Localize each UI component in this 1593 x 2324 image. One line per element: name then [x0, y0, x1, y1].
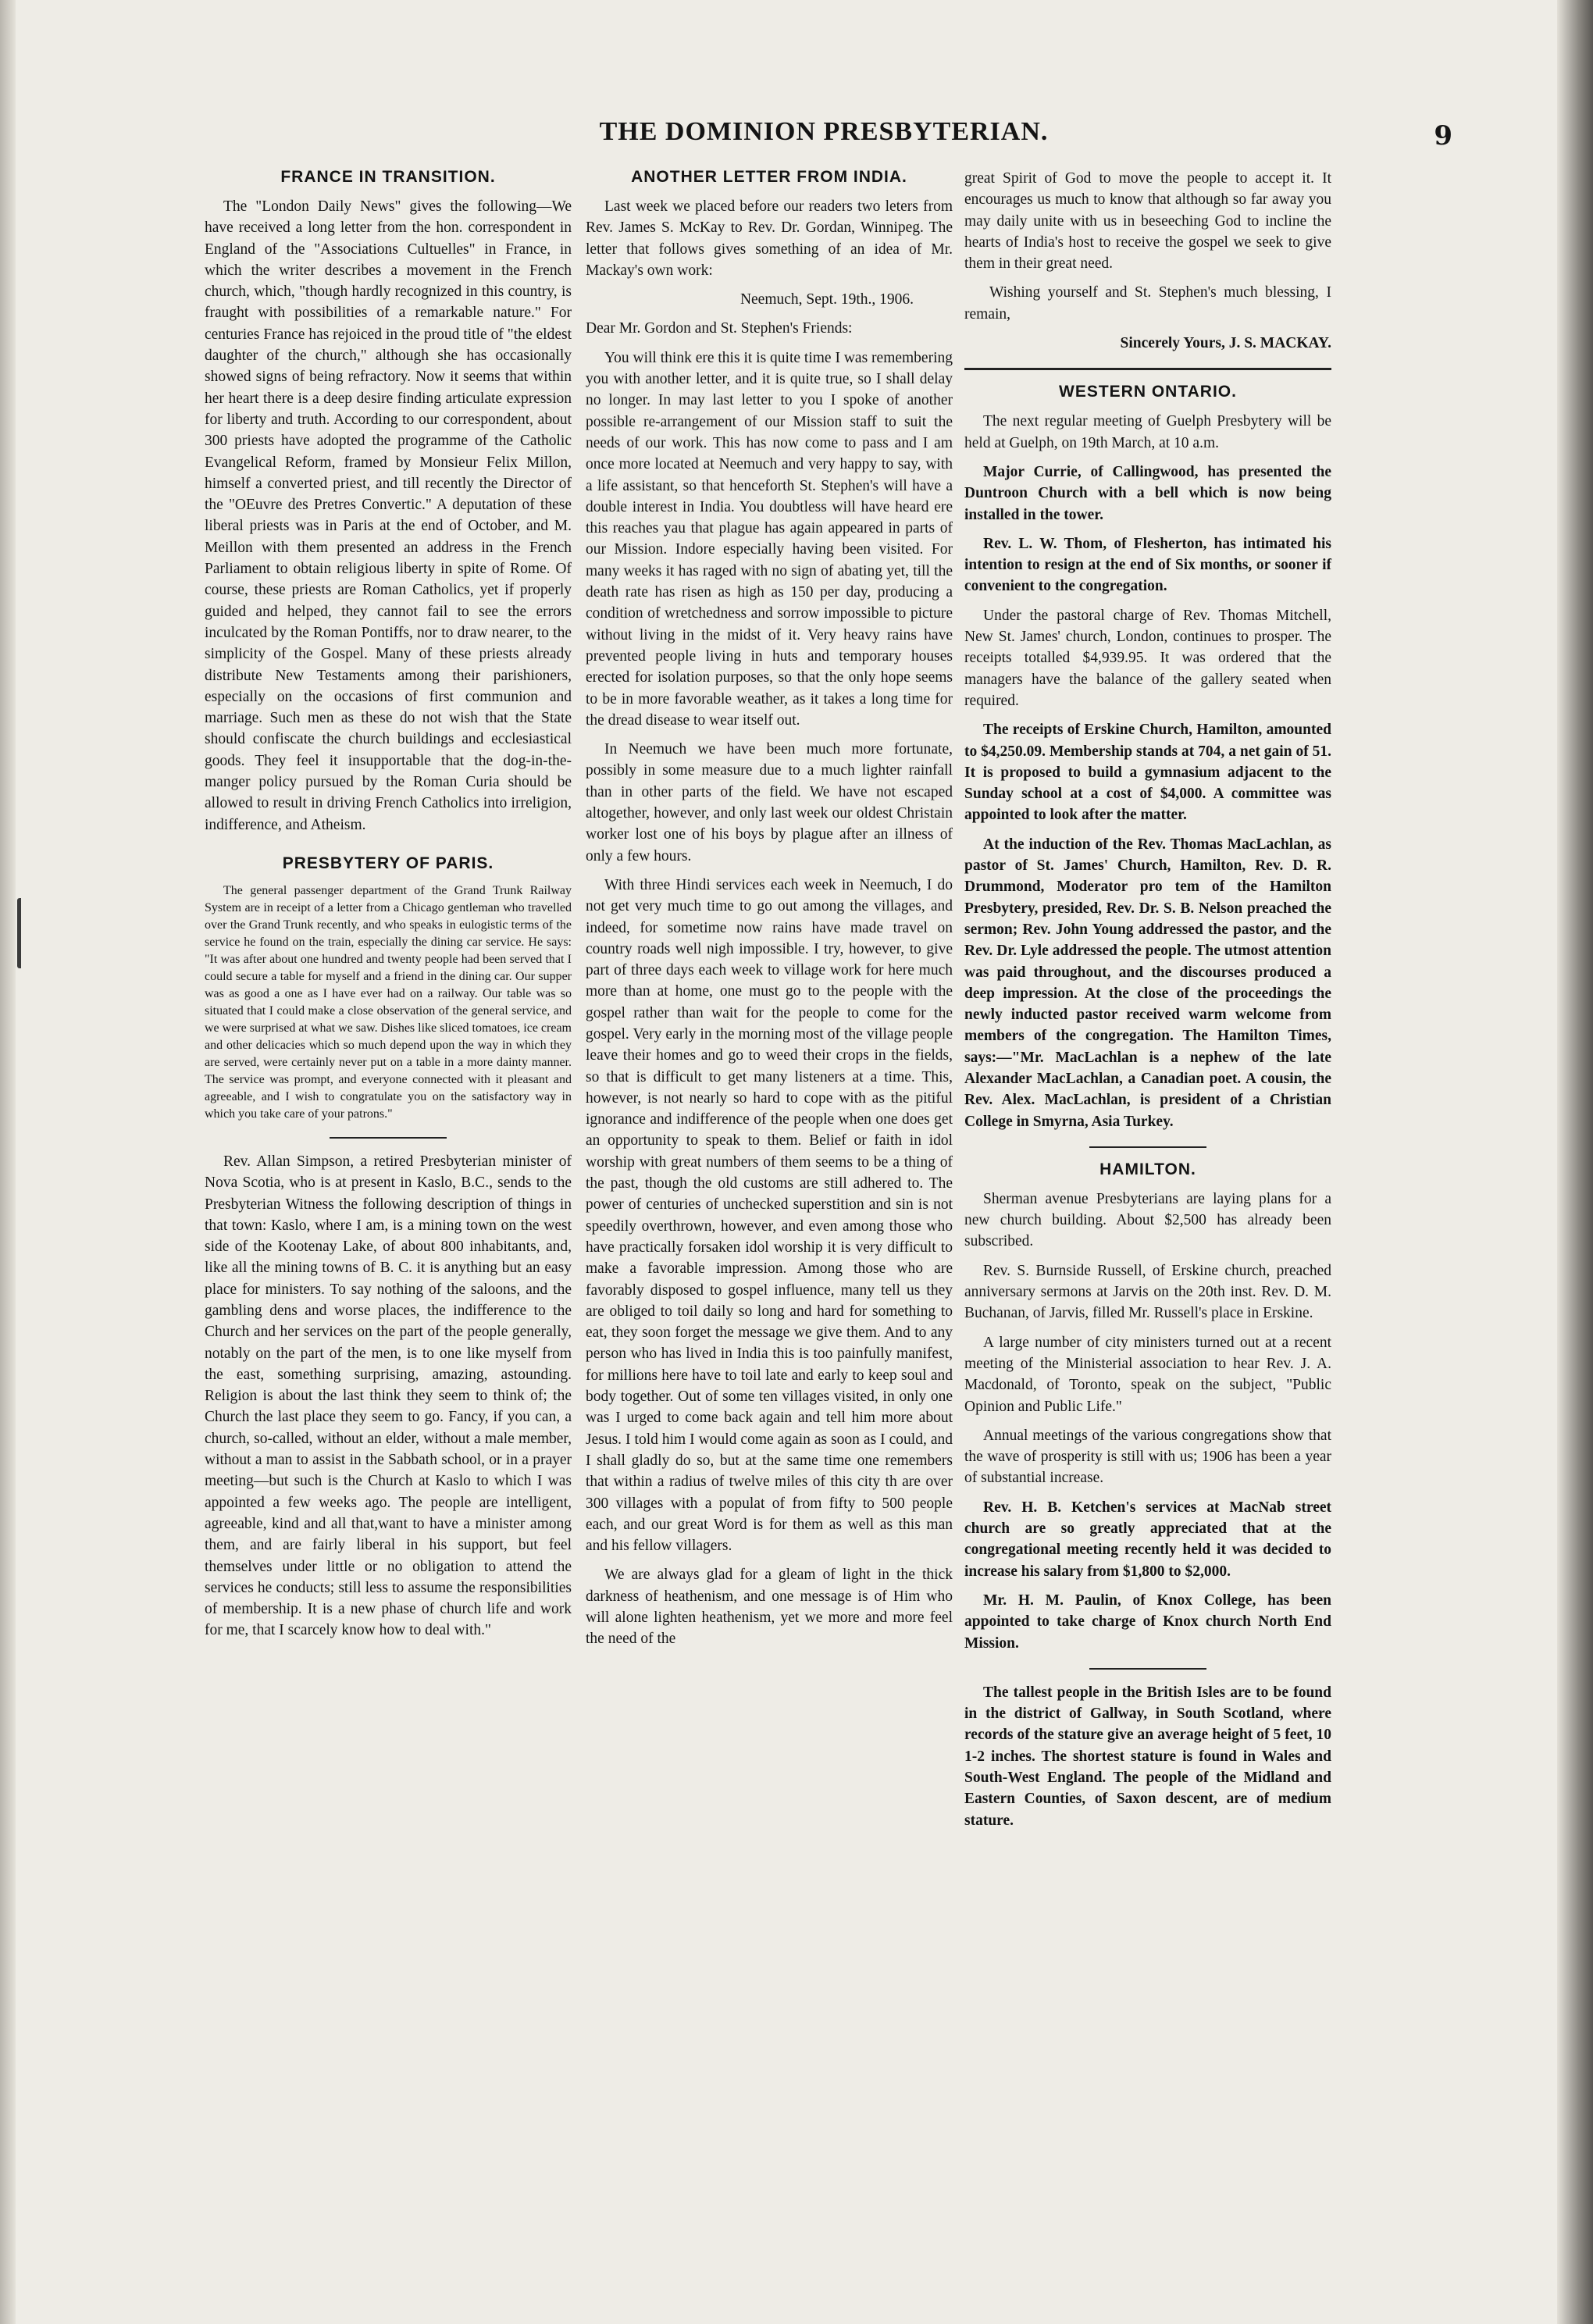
headline-hamilton: HAMILTON. [1099, 1160, 1196, 1178]
column-left [205, 168, 572, 1649]
headline-western-ontario: WESTERN ONTARIO. [1059, 383, 1237, 401]
article-paragraph: The general passenger department of the Grand Trunk Railway System are in receipt of a letter from a Chicago gentleman who travelled over the Grand Trunk recently, and who speaks in eulogistic terms of the service he found on the train, especially the dining car service. He says: "It was after about one hundred and twenty people had been served that I could secure a table for myself and a friend in the dining car. Our supper was as good a one as I have ever had on a railway. Our table was so situated that I could make a close observation of the general service, and we were surprised at what we saw. Dishes like sliced tomatoes, ice cream and other delicacies which so much depend upon the way in which they are served, were certainly never put on a table in a more dainty manner. The service was prompt, and everyone connected with it pleasant and agreeable, and I wish to congratulate you on the satisfactory way in which you take care of your patrons." [205, 883, 572, 1121]
letter-signature: Sincerely Yours, J. S. MACKAY. [1120, 335, 1331, 352]
letter-closing: Wishing yourself and St. Stephen's much blessing, I remain, [964, 284, 1331, 323]
page-edge-left [0, 0, 16, 2324]
column-middle [586, 168, 953, 1658]
column-right [964, 168, 1331, 1839]
letter-dateline: Neemuch, Sept. 19th., 1906. [739, 291, 914, 308]
binding-mark [17, 898, 34, 968]
article-paragraph: Rev. Allan Simpson, a retired Presbyterian minister of Nova Scotia, who is at present in Kaslo, B.C., sends to the Presbyterian Witness the following description of things in that town: Kaslo, where I am, is a mining town on the west side of the Kootenay Lake, of about 800 inhabitants, and, like all the mining towns of B. C. it is anything but an easy place for ministers. To say nothing of the saloons, and the gambling dens and worse places, the indifference to the Church and her services on the part of the people generally, notably on the part of the men, is to one like myself from the east, something surprising, amazing, astounding. Religion is about the last think they seem to think of; the Church the last place they seem to go. Fancy, if you can, a church, so-called, without an elder, without a male member, without a man to assist in the Sabbath school, or in a prayer meeting—but such is the Church at Kaslo to which I was appointed a few weeks ago. The people are intelligent, agreeable, kind and all that,want to have a minister among them, and are fairly liberal in his support, but feel themselves under little or no obligation to attend the services he conducts; still less to assume the responsibilities of membership. It is a new phase of church life and work for me, that I scarcely know how to deal with." [205, 1153, 572, 1639]
article-paragraph: The receipts of Erskine Church, Hamilton, amounted to $4,250.09. Membership stands at 704, a net gain of 51. It is proposed to build a gymnasium adjacent to the Sunday school at a cost of $4,000. A committee was appointed to look after the matter. [964, 722, 1331, 824]
article-paragraph: Sherman avenue Presbyterians are laying plans for a new church building. About $2,500 has already been subscribed. [964, 1190, 1331, 1250]
divider [330, 1137, 447, 1139]
article-paragraph: great Spirit of God to move the people to accept it. It encourages us much to know that although so far away you may daily unite with us in beseeching God to incline the hearts of India's host to receive the gospel we seek to give them in their great need. [964, 170, 1331, 273]
divider [964, 368, 1331, 370]
page-number: 9 [1434, 120, 1452, 151]
article-paragraph: The tallest people in the British Isles are to be found in the district of Gallway, in South Scotland, where records of the stature give an average height of 5 feet, 10 1-2 inches. The shortest stature is found in Wales and South-West England. The people of the Midland and Eastern Counties, of Saxon descent, are of medium stature. [964, 1684, 1331, 1829]
article-paragraph: Rev. S. Burnside Russell, of Erskine church, preached anniversary sermons at Jarvis on the 20th inst. Rev. D. M. Buchanan, of Jarvis, filled Mr. Russell's place in Erskine. [964, 1262, 1331, 1322]
divider [1089, 1668, 1206, 1670]
article-paragraph: The "London Daily News" gives the following—We have received a long letter from the hon. correspondent in England of the "Associations Cultuelles" in France, in which the writer describes a movement in the French church, which, "though hardly recognized in this country, is fraught with possibilities of a remarkable nature." For centuries France has rejoiced in the proud title of "the eldest daughter of the church," although she has occasionally showed signs of being refractory. Now it seems that within her heart there is a deep desire finding articulate expression for liberty and truth. According to our correspondent, about 300 priests have adopted the programme of the Catholic Evangelical Reform, framed by Monsieur Felix Millon, himself a converted priest, and till recently the Director of the "OEuvre des Pretres Convertic." A deputation of these liberal priests was in Paris at the end of October, and M. Meillon with them presented an address in the French Parliament to obtain religious liberty in spite of Rome. Of course, these priests are Roman Catholics, yet if properly guided and helped, they cannot fail to see the errors inculcated by the Roman Pontiffs, nor to draw nearer, to the simplicity of the Gospel. Many of these priests already distribute New Testaments among their parishioners, especially on the occasions of first communion and marriage. Such men as these do not wish that the State should confiscate the church buildings and ecclesiastical goods. They feel it insupportable that the dog-in-the-manger policy pursued by the Roman Curia should be allowed to result in driving French Catholics into irreligion, indifference, and Atheism. [205, 198, 572, 833]
article-paragraph: Last week we placed before our readers two leters from Rev. James S. McKay to Rev. Dr. Gordan, Winnipeg. The letter that follows gives something of an idea of Mr. Mackay's own work: [586, 198, 953, 279]
article-paragraph: We are always glad for a gleam of light in the thick darkness of heathenism, and one message is of Him who will alone lighten heathenism, yet we more and more feel the need of the [586, 1567, 953, 1648]
article-paragraph: Major Currie, of Callingwood, has presented the Duntroon Church with a bell which is now being installed in the tower. [964, 463, 1331, 523]
headline-another-letter-from-india: ANOTHER LETTER FROM INDIA. [631, 168, 907, 186]
article-paragraph: With three Hindi services each week in Neemuch, I do not get very much time to go out among the villages, and indeed, for sometime now rains have made travel on country roads well nigh impossible. I try, however, to give part of three days each week to village work for here much more than at home, one must go to the people with the gospel rather than wait for the people to come for the gospel. Very early in the morning most of the village people leave their homes and go to weed their crops in the fields, so that is difficult to get many listeners at a time. This, however, is not nearly so hard to cope with as the pitiful ignorance and indifference of the people when one does get an opportunity to speak to them. Belief or faith in idol worship with great numbers of them seems to be a thing of the past, though the old customs are still adhered to. The power of centuries of unchecked superstition and sin is not speedily overthrown, however, and even among those who have practically forsaken idol worship it is very difficult to make a favorable impression. Among those who are favorably disposed to gospel influence, many tell us they are obliged to toil daily so long and hard for something to eat, they soon forget the message we give them. And to any person who has lived in India this is too painfully manifest, for millions here have to toil late and early to keep soul and body together. Out of some ten villages visited, in only one was I urged to come back again and tell him more about Jesus. I told him I would come again as soon as I could, and I shall gladly do so, but at the same time one remembers that within a radius of twelve miles of this city th are over 300 villages with a populat of from fifty to 500 people each, and our great Word is for them as well as this man and his fellow villagers. [586, 876, 953, 1555]
masthead: THE DOMINION PRESBYTERIAN. [599, 117, 1049, 146]
article-paragraph: You will think ere this it is quite time I was remembering you with another letter, and it is quite true, so I shall delay no longer. In may last letter to you I spoke of another possible re-arrangement of our Mission staff to suit the needs of our work. This has now come to pass and I am once more located at Neemuch and very happy to say, with a life assistant, so that henceforth St. Stephen's will have a double interest in India. You doubtless will have heard ere this reaches yau that plague has again appeared in parts of our Mission. Indore especially having been visited. For many weeks it has raged with no sign of abating yet, till the death rate has risen as high as 150 per day, producing a condition of wretchedness and sorrow impossible to picture without living in the midst of it. Very heavy rains have prevented people living in huts and temporary houses erected for isolation purposes, so that the only hope seems to be in more favorable weather, as it takes a long time for the dread disease to wear itself out. [586, 349, 953, 729]
article-paragraph: Mr. H. M. Paulin, of Knox College, has been appointed to take charge of Knox church North End Mission. [964, 1592, 1331, 1652]
headline-presbytery-of-paris: PRESBYTERY OF PARIS. [282, 854, 494, 872]
divider [1089, 1146, 1206, 1148]
article-paragraph: The next regular meeting of Guelph Presbytery will be held at Guelph, on 19th March, at 10 a.m. [964, 413, 1331, 451]
letter-salutation: Dear Mr. Gordon and St. Stephen's Friends: [586, 320, 853, 337]
article-paragraph: Under the pastoral charge of Rev. Thomas Mitchell, New St. James' church, London, continues to prosper. The receipts totalled $4,939.95. It was ordered that the managers have the balance of the gallery seated when required. [964, 607, 1331, 709]
article-paragraph: Rev. L. W. Thom, of Flesherton, has intimated his intention to resign at the end of Six months, or sooner if convenient to the congregation. [964, 535, 1331, 595]
page-header [195, 117, 1452, 164]
page-edge-right [1557, 0, 1593, 2324]
article-paragraph: In Neemuch we have been much more fortunate, possibly in some measure due to a much lighter rainfall than in other parts of the field. We have not escaped altogether, however, and only last week our oldest Christain worker lost one of his boys by plague after an illness of only a few hours. [586, 741, 953, 864]
headline-france-in-transition: FRANCE IN TRANSITION. [280, 168, 496, 186]
article-paragraph: Rev. H. B. Ketchen's services at MacNab street church are so greatly appreciated that at the congregational meeting recently held it was decided to increase his salary from $1,800 to $2,000. [964, 1499, 1331, 1580]
article-paragraph: A large number of city ministers turned out at a recent meeting of the Ministerial association to hear Rev. J. A. Macdonald, of Toronto, speak on the subject, "Public Opinion and Public Life." [964, 1334, 1331, 1415]
article-paragraph: At the induction of the Rev. Thomas MacLachlan, as pastor of St. James' Church, Hamilton, Rev. D. R. Drummond, Moderator pro tem of the Hamilton Presbytery, presided, Rev. Dr. S. B. Nelson preached the sermon; Rev. John Young addressed the pastor, and the Rev. Dr. Lyle addressed the people. The utmost attention was paid throughout, and the discourses produced a deep impression. At the close of the proceedings the newly inducted pastor received warm welcome from members of the congregation. The Hamilton Times, says:—"Mr. MacLachlan is a nephew of the late Alexander MacLachlan, a Canadian poet. A cousin, the Rev. Alex. MacLachlan, is president of a Christian College in Smyrna, Asia Turkey. [964, 836, 1331, 1130]
article-paragraph: Annual meetings of the various congregations show that the wave of prosperity is still with us; 1906 has been a year of substantial increase. [964, 1427, 1331, 1487]
